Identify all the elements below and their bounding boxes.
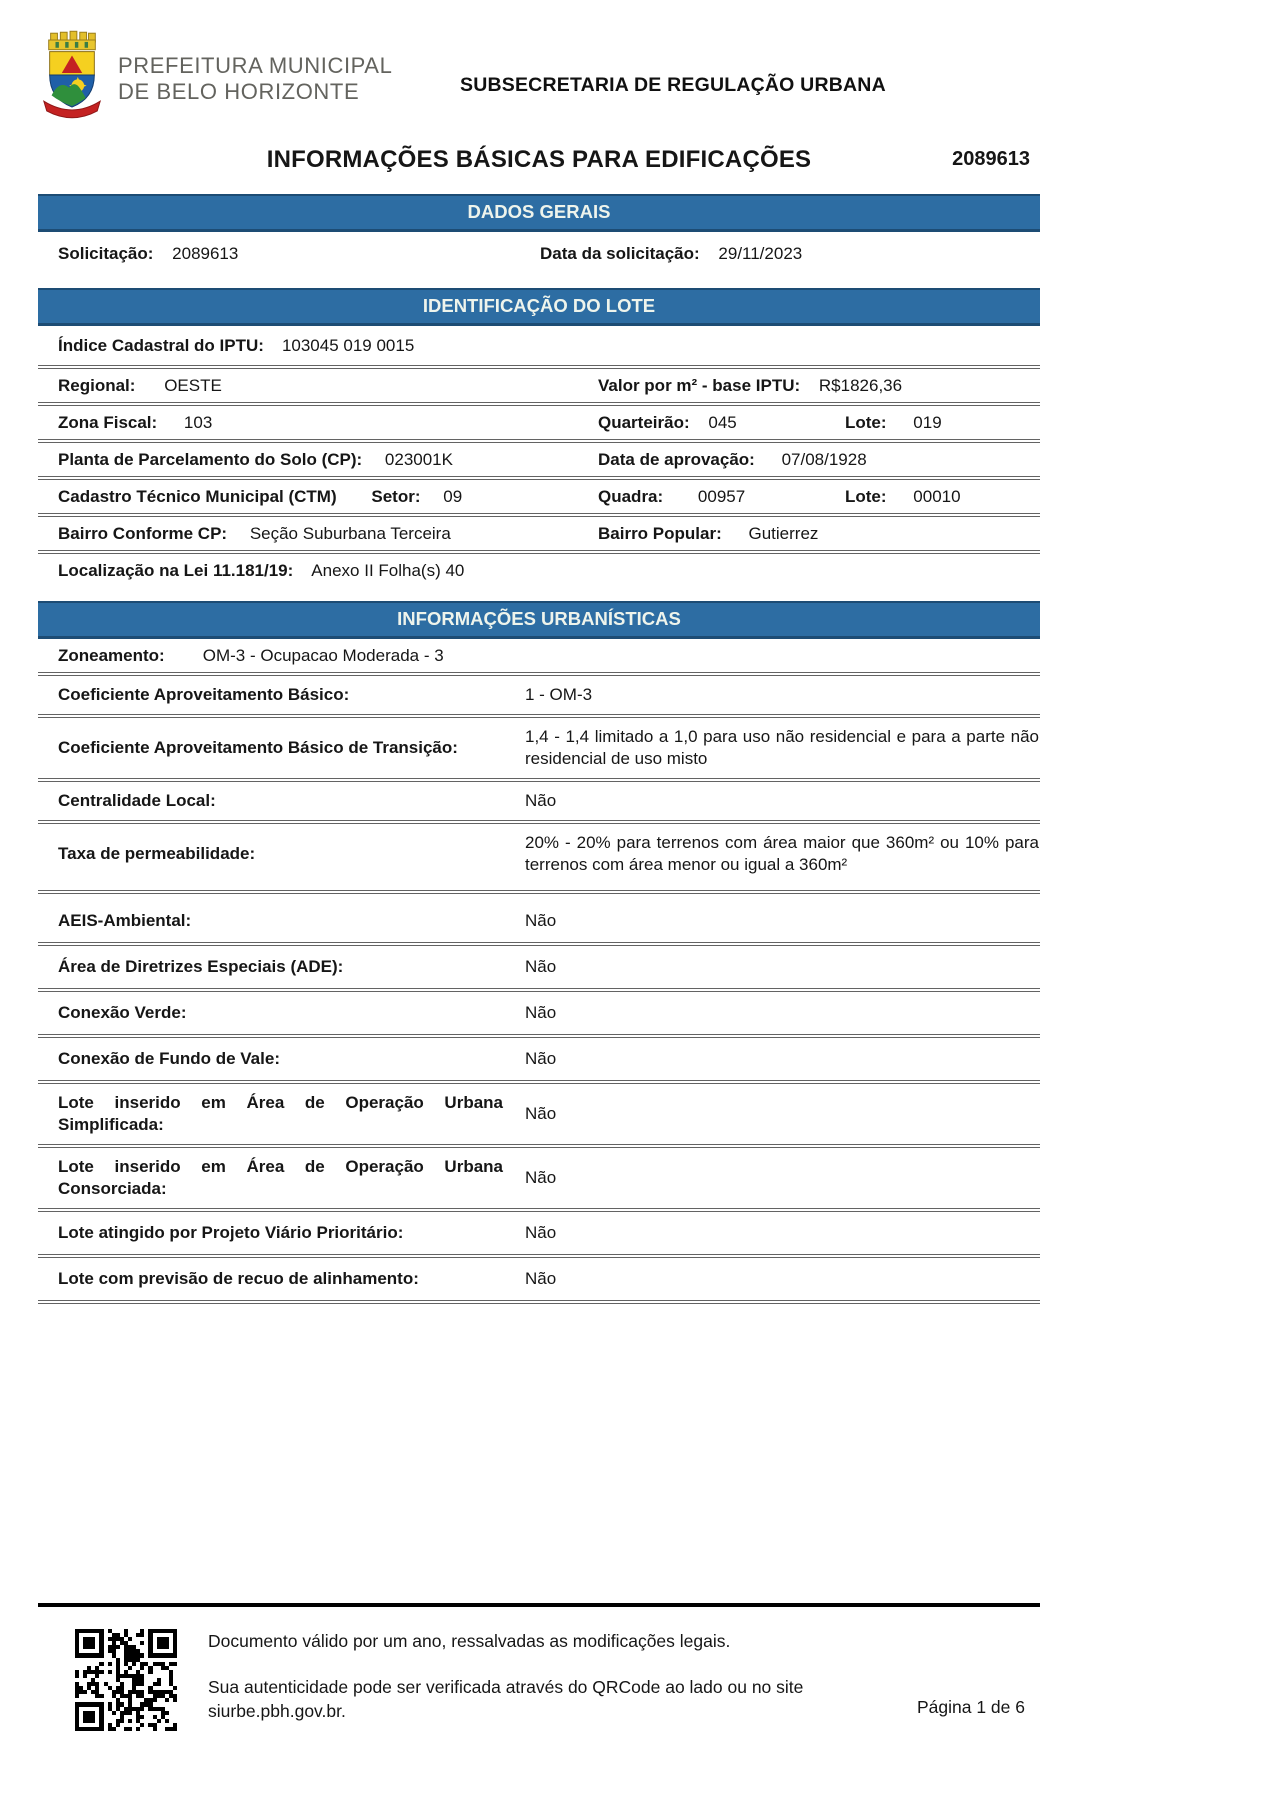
bairro-popular-label: Bairro Popular: <box>598 524 722 543</box>
centralidade-label: Centralidade Local: <box>58 791 216 810</box>
aeis-label: AEIS-Ambiental: <box>58 911 192 930</box>
recuo-alinhamento-row <box>38 1258 1040 1300</box>
lote2-value: 00010 <box>913 487 961 506</box>
document-number: 2089613 <box>952 148 1030 170</box>
divider <box>38 890 1040 894</box>
org-name <box>118 53 392 122</box>
conexao-verde-row <box>38 992 1040 1034</box>
projeto-viario-label: Lote atingido por Projeto Viário Prioritário: <box>58 1223 404 1242</box>
qr-code <box>75 1629 177 1731</box>
ade-label: Área de Diretrizes Especiais (ADE): <box>58 957 344 976</box>
section-header-dados-gerais: DADOS GERAIS <box>38 194 1040 232</box>
footer-validity-text: Documento válido por um ano, ressalvadas as modificações legais. <box>208 1631 731 1651</box>
planta-value: 023001K <box>384 450 453 469</box>
fundo-vale-value: Não <box>525 1049 557 1068</box>
divider <box>38 1300 1040 1304</box>
aprovacao-label: Data de aprovação: <box>598 450 755 469</box>
zoneamento-value: OM-3 - Ocupacao Moderada - 3 <box>202 646 444 665</box>
valor-iptu-label: Valor por m² - base IPTU: <box>598 376 801 395</box>
aeis-value: Não <box>525 911 557 930</box>
org-name-line2: DE BELO HORIZONTE <box>118 78 360 104</box>
org-name-line1: PREFEITURA MUNICIPAL <box>118 53 393 78</box>
ctm-label: Cadastro Técnico Municipal (CTM) <box>58 487 337 506</box>
data-solicitacao-label: Data da solicitação: <box>540 244 700 263</box>
zona-fiscal-label: Zona Fiscal: <box>58 413 158 432</box>
bairro-popular-value: Gutierrez <box>748 524 819 543</box>
document-header <box>38 0 1040 122</box>
zoneamento-row <box>38 639 1040 672</box>
conexao-verde-label: Conexão Verde: <box>58 1003 187 1022</box>
aprovacao-value: 07/08/1928 <box>781 450 867 469</box>
subsecretaria-title: SUBSECRETARIA DE REGULAÇÃO URBANA <box>460 74 886 96</box>
projeto-viario-value: Não <box>525 1223 557 1242</box>
planta-label: Planta de Parcelamento do Solo (CP): <box>58 450 363 469</box>
recuo-alinhamento-value: Não <box>525 1269 557 1288</box>
valor-iptu-value: R$1826,36 <box>818 376 903 395</box>
quarteirao-label: Quarteirão: <box>598 413 690 432</box>
zoneamento-label: Zoneamento: <box>58 646 165 665</box>
operacao-consorciada-label: Lote inserido em Área de Operação Urbana Consorciada: <box>58 1157 503 1198</box>
coef-transicao-label: Coeficiente Aproveitamento Básico de Transição: <box>58 738 458 757</box>
footer-text <box>208 1629 868 1731</box>
ade-value: Não <box>525 957 557 976</box>
section-header-informacoes-urbanisticas: INFORMAÇÕES URBANÍSTICAS <box>38 601 1040 639</box>
solicitacao-value: 2089613 <box>172 244 239 263</box>
lei-value: Anexo II Folha(s) 40 <box>311 561 465 580</box>
coef-basico-value: 1 - OM-3 <box>525 685 593 704</box>
projeto-viario-row <box>38 1212 1040 1254</box>
operacao-simplificada-row <box>38 1084 1040 1144</box>
fundo-vale-row <box>38 1038 1040 1080</box>
operacao-simplificada-value: Não <box>525 1104 557 1123</box>
data-solicitacao-value: 29/11/2023 <box>718 244 803 263</box>
setor-value: 09 <box>443 487 463 506</box>
operacao-consorciada-row <box>38 1148 1040 1208</box>
bairro-row <box>38 517 1040 550</box>
centralidade-value: Não <box>525 791 557 810</box>
permeabilidade-label: Taxa de permeabilidade: <box>58 844 256 863</box>
iptu-label: Índice Cadastral do IPTU: <box>58 336 264 355</box>
zona-fiscal-row <box>38 406 1040 439</box>
permeabilidade-value: 20% - 20% para terrenos com área maior que 360m² ou 10% para terrenos com área menor ou igual a 360m² <box>525 833 1039 874</box>
section-header-identificacao-lote: IDENTIFICAÇÃO DO LOTE <box>38 288 1040 326</box>
bairro-cp-label: Bairro Conforme CP: <box>58 524 228 543</box>
coef-transicao-value: 1,4 - 1,4 limitado a 1,0 para uso não residencial e para a parte não residencial de uso misto <box>525 727 1039 768</box>
recuo-alinhamento-label: Lote com previsão de recuo de alinhamento: <box>58 1269 419 1288</box>
footer-authenticity-text: Sua autenticidade pode ser verificada através do QRCode ao lado ou no site siurbe.pbh.gov.br. <box>208 1677 804 1721</box>
solicitacao-row <box>38 232 1040 274</box>
bairro-cp-value: Seção Suburbana Terceira <box>249 524 451 543</box>
lote1-label: Lote: <box>845 413 887 432</box>
coef-transicao-row <box>38 718 1040 778</box>
ade-row <box>38 946 1040 988</box>
conexao-verde-value: Não <box>525 1003 557 1022</box>
operacao-consorciada-value: Não <box>525 1168 557 1187</box>
document-page <box>38 0 1040 1800</box>
document-title: INFORMAÇÕES BÁSICAS PARA EDIFICAÇÕES <box>266 146 812 173</box>
pbh-coat-of-arms-logo <box>38 27 106 121</box>
lei-label: Localização na Lei 11.181/19: <box>58 561 294 580</box>
quadra-value: 00957 <box>697 487 746 506</box>
aeis-row <box>38 900 1040 942</box>
regional-value: OESTE <box>164 376 222 395</box>
lote1-value: 019 <box>913 413 942 432</box>
regional-row <box>38 369 1040 402</box>
regional-label: Regional: <box>58 376 136 395</box>
zona-fiscal-value: 103 <box>183 413 213 432</box>
solicitacao-label: Solicitação: <box>58 244 154 263</box>
permeabilidade-row <box>38 824 1040 890</box>
operacao-simplificada-label: Lote inserido em Área de Operação Urbana Simplificada: <box>58 1093 503 1134</box>
page-number: Página 1 de 6 <box>916 1697 1025 1717</box>
coef-basico-row <box>38 676 1040 714</box>
document-footer <box>38 1603 1040 1731</box>
fundo-vale-label: Conexão de Fundo de Vale: <box>58 1049 280 1068</box>
title-row <box>38 146 1040 176</box>
iptu-row <box>38 326 1040 365</box>
lote2-label: Lote: <box>845 487 887 506</box>
quarteirao-value: 045 <box>708 413 737 432</box>
ctm-row <box>38 480 1040 513</box>
coef-basico-label: Coeficiente Aproveitamento Básico: <box>58 685 350 704</box>
planta-row <box>38 443 1040 476</box>
lei-row <box>38 554 1040 587</box>
centralidade-row <box>38 782 1040 820</box>
iptu-value: 103045 019 0015 <box>281 336 415 355</box>
quadra-label: Quadra: <box>598 487 664 506</box>
setor-label: Setor: <box>371 487 421 506</box>
coat-of-arms-icon <box>38 27 106 121</box>
